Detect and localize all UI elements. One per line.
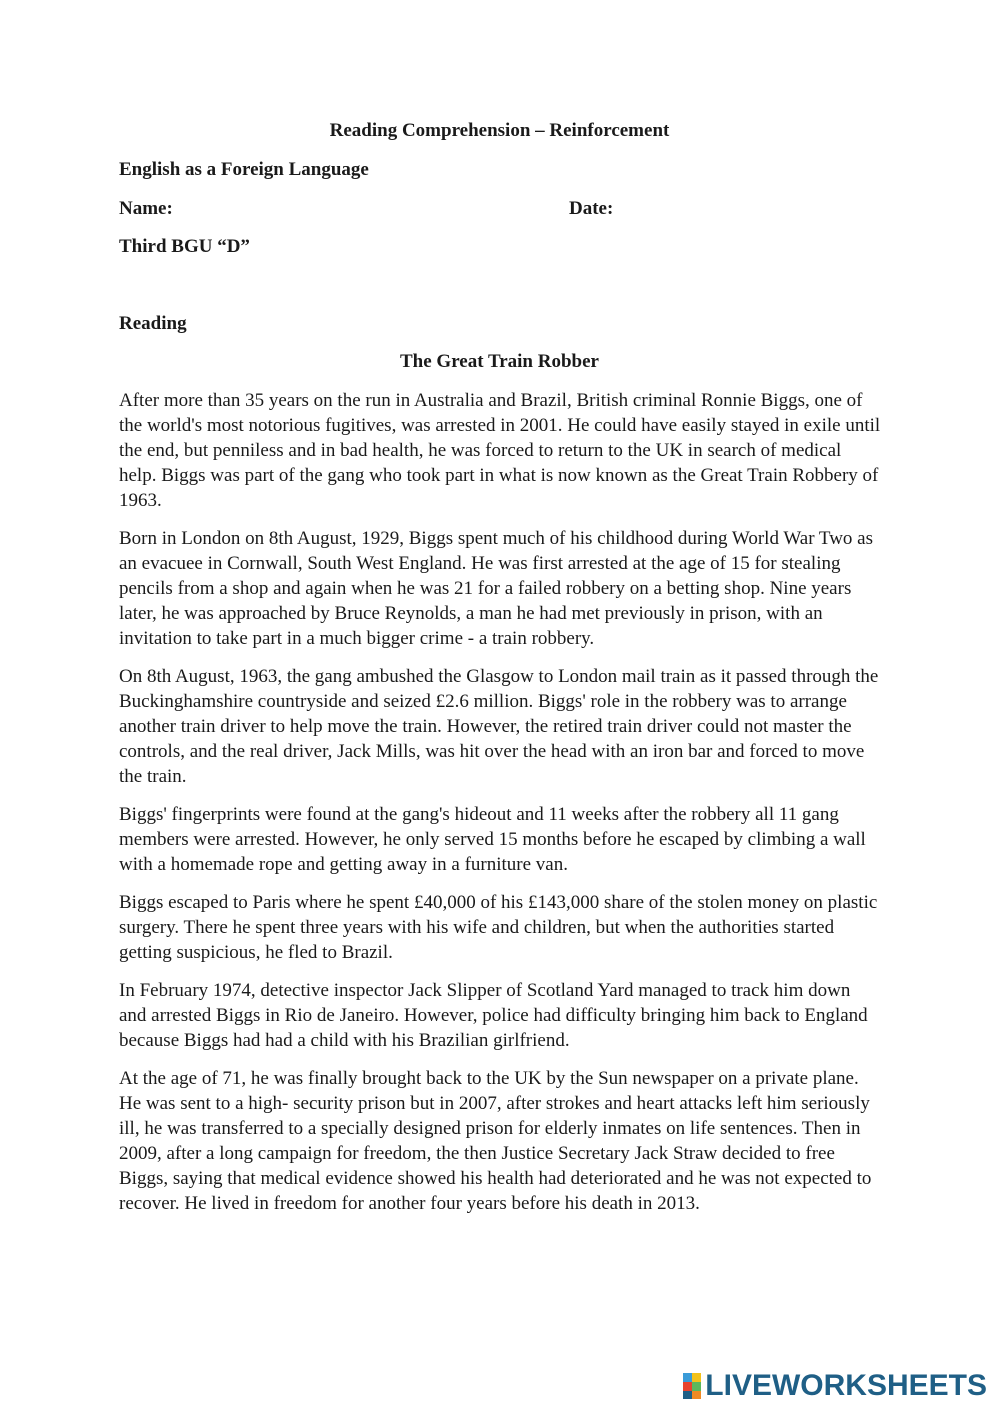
liveworksheets-logo-icon [683,1373,701,1399]
worksheet-title: Reading Comprehension – Reinforcement [329,120,670,141]
paragraph: Born in London on 8th August, 1929, Biggs spent much of his childhood during World War Two as an evacuee in Cornwall, South West England. He was first arrested at the age of 15 for stealing pencils from a shop and again when he was 21 for a failed robbery on a betting shop. Nine years later, he was approached by Bruce Reynolds, a man he had met previously in prison, with an invitation to take part in a much bigger crime - a train robbery. [119,528,874,649]
paragraph: Biggs' fingerprints were found at the gang's hideout and 11 weeks after the robbery all 11 gang members were arrested. However, he only served 15 months before he escaped by climbing a wall with a homemade rope and getting away in a furniture van. [119,804,866,875]
story-body [119,388,881,1229]
paragraph: In February 1974, detective inspector Jack Slipper of Scotland Yard managed to track him down and arrested Biggs in Rio de Janeiro. However, police had difficulty bringing him back to England because Biggs had had a child with his Brazilian girlfriend. [119,980,868,1051]
class-label: Third BGU “D” [119,236,250,257]
section-label: Reading [119,313,187,334]
paragraph: At the age of 71, he was finally brought back to the UK by the Sun newspaper on a private plane. He was sent to a high- security prison but in 2007, after strokes and heart attacks left him seriously ill, he was transferred to a specially designed prison for elderly inmates on life sentences. Then in 2009, after a long campaign for freedom, the then Justice Secretary Jack Straw decided to free Biggs, saying that medical evidence showed his health had deteriorated and he was not expected to recover. He lived in freedom for another four years before his death in 2013. [119,1068,872,1214]
story-title: The Great Train Robber [400,351,599,372]
date-label: Date: [569,198,614,219]
paragraph: On 8th August, 1963, the gang ambushed the Glasgow to London mail train as it passed through the Buckinghamshire countryside and seized £2.6 million. Biggs' role in the robbery was to arrange another train driver to help move the train. However, the retired train driver could not master the controls, and the real driver, Jack Mills, was hit over the head with an iron bar and forced to move the train. [119,666,879,787]
name-label: Name: [119,198,173,219]
paragraph: After more than 35 years on the run in Australia and Brazil, British criminal Ronnie Biggs, one of the world's most notorious fugitives, was arrested in 2001. He could have easily stayed in exile until the end, but penniless and in bad health, he was forced to return to the UK in search of medical help. Biggs was part of the gang who took part in what is now known as the Great Train Robbery of 1963. [119,390,881,511]
paragraph: Biggs escaped to Paris where he spent £40,000 of his £143,000 share of the stolen money on plastic surgery. There he spent three years with his wife and children, but when the authorities started getting suspicious, he fled to Brazil. [119,892,878,963]
brand-watermark [683,1369,987,1403]
brand-name: LIVEWORKSHEETS [705,1369,987,1402]
subject-label: English as a Foreign Language [119,159,369,180]
